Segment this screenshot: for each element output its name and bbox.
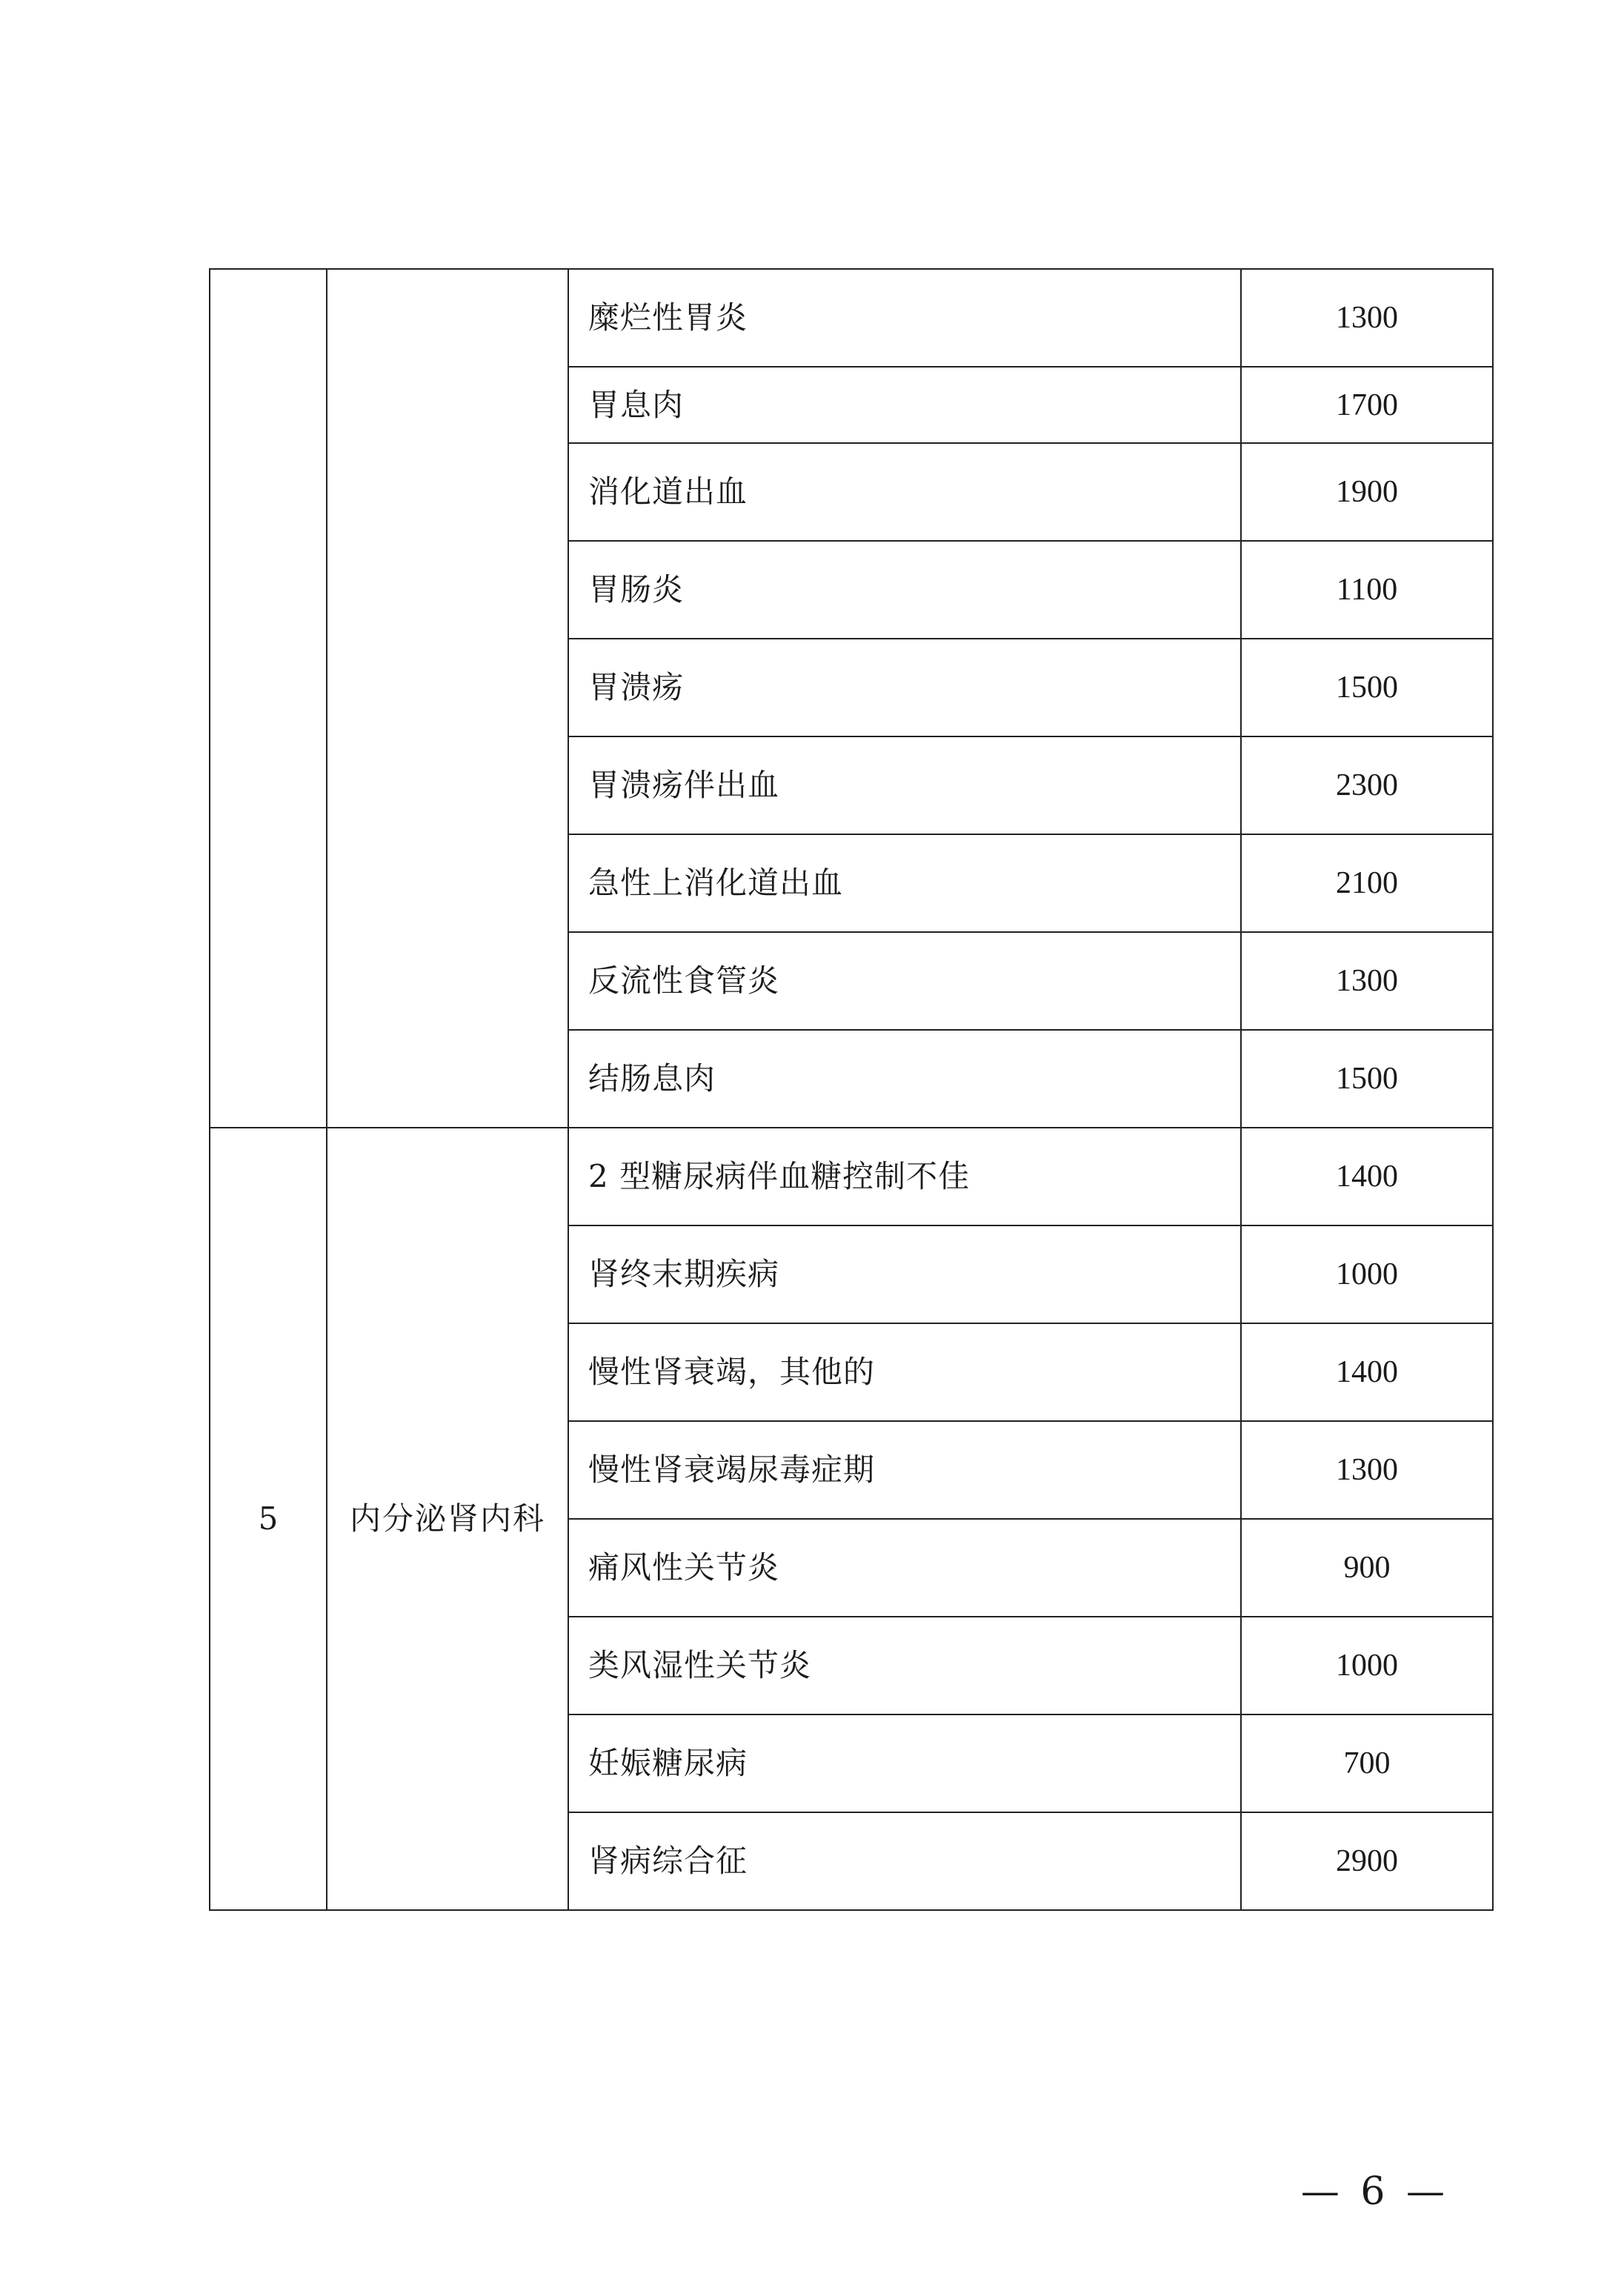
cost-value: 700 <box>1241 1714 1493 1812</box>
disease-name: 肾终末期疾病 <box>568 1225 1241 1323</box>
cost-value: 1000 <box>1241 1225 1493 1323</box>
disease-name: 胃溃疡 <box>568 639 1241 736</box>
cost-value: 1400 <box>1241 1323 1493 1421</box>
department-cell: 内分泌肾内科 <box>327 1128 568 1910</box>
disease-name: 胃肠炎 <box>568 541 1241 639</box>
disease-name: 类风湿性关节炎 <box>568 1617 1241 1714</box>
cost-value: 1300 <box>1241 1421 1493 1519</box>
table-row <box>210 269 1493 367</box>
disease-name: 妊娠糖尿病 <box>568 1714 1241 1812</box>
disease-cost-table <box>209 268 1494 1911</box>
cost-value: 1700 <box>1241 367 1493 443</box>
disease-name: 慢性肾衰竭尿毒症期 <box>568 1421 1241 1519</box>
cost-value: 1500 <box>1241 1030 1493 1128</box>
cost-value: 1900 <box>1241 443 1493 541</box>
cost-value: 1300 <box>1241 269 1493 367</box>
disease-name: 痛风性关节炎 <box>568 1519 1241 1617</box>
disease-name: 肾病综合征 <box>568 1812 1241 1910</box>
group-number-cell <box>210 269 327 1128</box>
disease-name: 慢性肾衰竭，其他的 <box>568 1323 1241 1421</box>
cost-value: 2300 <box>1241 736 1493 834</box>
disease-name: 反流性食管炎 <box>568 932 1241 1030</box>
table-row <box>210 1128 1493 1225</box>
disease-name: 2 型糖尿病伴血糖控制不佳 <box>568 1128 1241 1225</box>
disease-name: 糜烂性胃炎 <box>568 269 1241 367</box>
cost-value: 1100 <box>1241 541 1493 639</box>
cost-value: 1500 <box>1241 639 1493 736</box>
cost-value: 1400 <box>1241 1128 1493 1225</box>
page-number: — 6 — <box>1300 2169 1449 2214</box>
cost-value: 2900 <box>1241 1812 1493 1910</box>
disease-name: 胃息肉 <box>568 367 1241 443</box>
group-number-cell: 5 <box>210 1128 327 1910</box>
cost-value: 900 <box>1241 1519 1493 1617</box>
department-cell <box>327 269 568 1128</box>
disease-name: 结肠息肉 <box>568 1030 1241 1128</box>
disease-name: 急性上消化道出血 <box>568 834 1241 932</box>
disease-name: 消化道出血 <box>568 443 1241 541</box>
cost-value: 1300 <box>1241 932 1493 1030</box>
disease-name: 胃溃疡伴出血 <box>568 736 1241 834</box>
cost-value: 2100 <box>1241 834 1493 932</box>
cost-value: 1000 <box>1241 1617 1493 1714</box>
